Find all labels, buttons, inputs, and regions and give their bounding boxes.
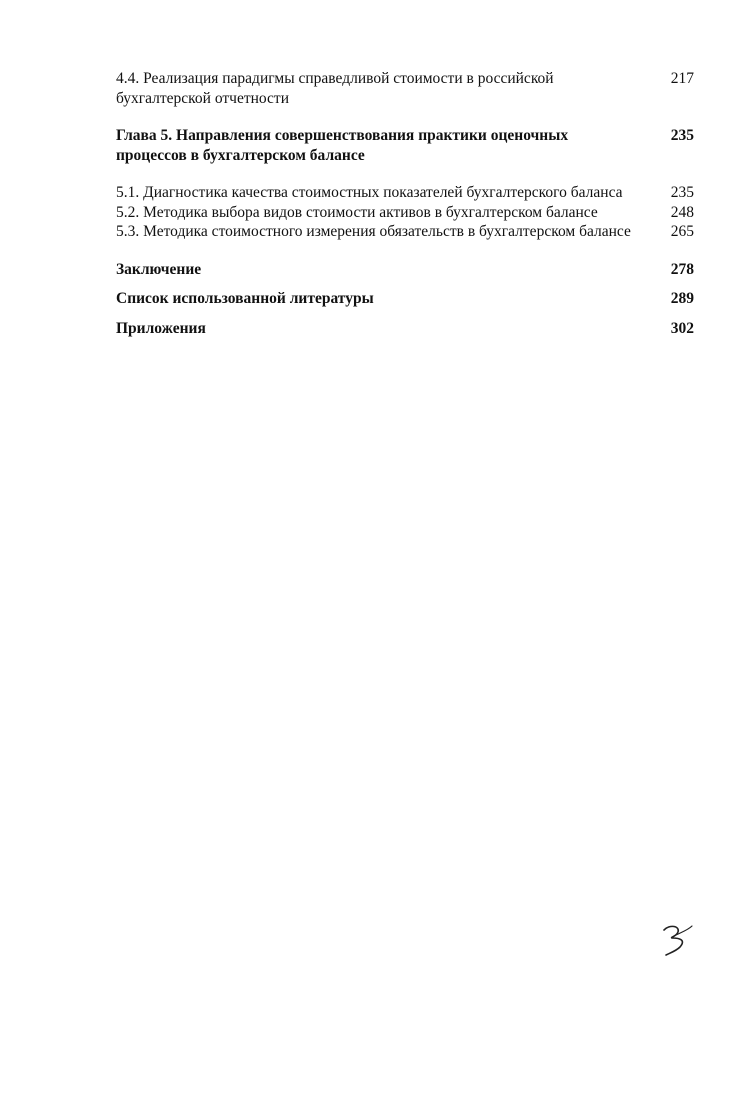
toc-entry-references [116, 289, 694, 309]
toc-entry-page: 302 [670, 319, 694, 337]
toc-entry-page: 265 [670, 223, 694, 240]
toc-entry-5-3 [116, 222, 694, 242]
toc-entry-page: 235 [670, 127, 694, 144]
toc-entry-5-2 [116, 203, 694, 223]
toc-entry-chapter-5 [116, 126, 694, 165]
toc-entry-title: Список использованной литературы [116, 290, 374, 307]
toc-entry-page: 235 [670, 184, 694, 201]
toc-entry-title: 4.4. Реализация парадигмы справедливой стоимости в российской бухгалтерской отчетности [116, 70, 554, 107]
toc-entry-4-4 [116, 69, 694, 108]
toc-entry-title: Приложения [116, 319, 206, 337]
toc-entry-appendices [116, 319, 694, 339]
toc-entry-title: 5.2. Методика выбора видов стоимости активов в бухгалтерском балансе [116, 203, 598, 221]
toc-entry-title: Заключение [116, 260, 202, 278]
table-of-contents [116, 69, 694, 338]
toc-entry-page: 278 [670, 260, 694, 278]
toc-entry-page: 217 [670, 70, 694, 87]
toc-entry-title: Глава 5. Направления совершенствования практики оценочных процессов в бухгалтерском балансе [116, 127, 569, 164]
toc-entry-conclusion [116, 260, 694, 280]
toc-entry-page: 289 [670, 290, 694, 307]
toc-entry-5-1 [116, 183, 694, 203]
toc-entry-title: 5.3. Методика стоимостного измерения обязательств в бухгалтерском балансе [116, 223, 631, 240]
handwritten-signature [658, 920, 698, 960]
toc-entry-title: 5.1. Диагностика качества стоимостных показателей бухгалтерского баланса [116, 184, 623, 201]
toc-entry-page: 248 [670, 203, 694, 221]
